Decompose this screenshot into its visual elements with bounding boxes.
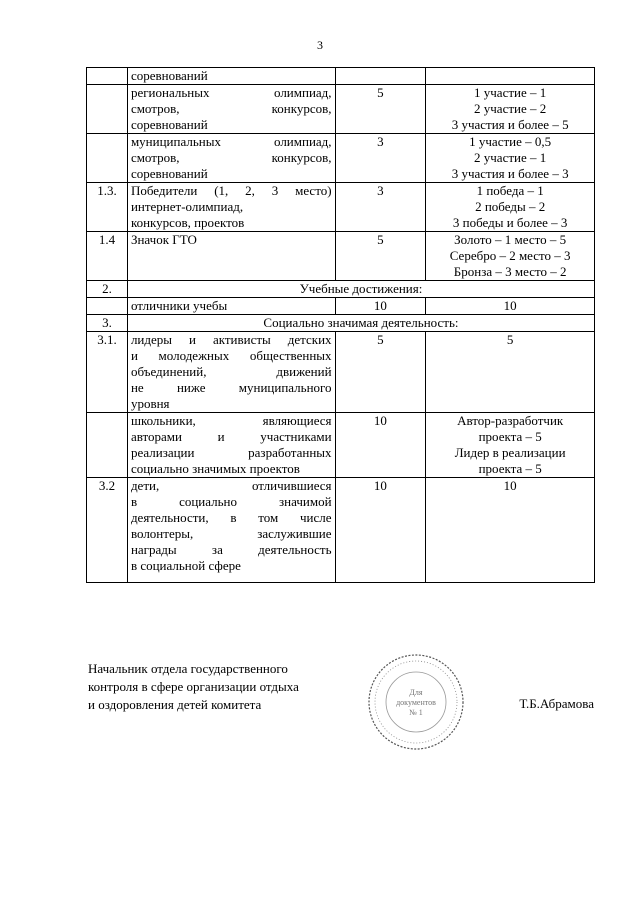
criterion-text: [127, 332, 335, 413]
points-line: 2 участие – 2: [474, 101, 547, 116]
points-line: Бронза – 3 место – 2: [453, 264, 567, 279]
row-number: [87, 413, 128, 478]
points-detail: [426, 413, 595, 478]
stamp-text: Для: [409, 688, 423, 697]
criterion-text: [127, 183, 335, 232]
max-points: 5: [335, 85, 426, 134]
criteria-table: [86, 67, 595, 583]
row-number: 3.: [87, 315, 128, 332]
criterion-line: школьники, являющиеся: [130, 413, 332, 428]
criterion-line: конкурсов, проектов: [130, 215, 245, 230]
table-row: [87, 281, 595, 298]
points-detail: [426, 183, 595, 232]
criterion-line: лидеры и активисты детских: [130, 332, 332, 347]
points-detail: 10: [426, 298, 595, 315]
stamp-text: документов: [396, 698, 436, 707]
section-header: Социально значимая деятельность:: [127, 315, 594, 332]
max-points: 5: [335, 232, 426, 281]
max-points: 3: [335, 134, 426, 183]
table-row: [87, 85, 595, 134]
table-row: [87, 134, 595, 183]
table-row: [87, 68, 595, 85]
criterion-line: смотров, конкурсов,: [130, 150, 332, 165]
points-detail: [426, 68, 595, 85]
criterion-line: региональных олимпиад,: [130, 85, 332, 100]
row-number: [87, 298, 128, 315]
position-line: Начальник отдела государственного: [88, 661, 288, 676]
points-line: Лидер в реализации: [454, 445, 566, 460]
points-line: проекта – 5: [478, 461, 542, 476]
criterion-line: награды за деятельность: [130, 542, 332, 557]
criterion-line: объединений, движений: [130, 364, 332, 379]
row-number: 1.3.: [87, 183, 128, 232]
row-number: 2.: [87, 281, 128, 298]
max-points: 10: [335, 478, 426, 583]
points-line: 3 участия и более – 5: [451, 117, 569, 132]
points-line: Автор-разработчик: [457, 413, 564, 428]
table-row: [87, 478, 595, 583]
points-line: 1 победа – 1: [476, 183, 544, 198]
official-stamp: [366, 652, 466, 752]
position-line: контроля в сфере организации отдыха: [88, 679, 299, 694]
page-number: 3: [317, 38, 323, 52]
criterion-line: уровня: [130, 396, 170, 411]
stamp-text: № 1: [409, 708, 423, 717]
criterion-line: в социальной сфере: [130, 558, 241, 573]
points-line: Серебро – 2 место – 3: [449, 248, 571, 263]
criterion-line: муниципальных олимпиад,: [130, 134, 332, 149]
criterion-line: соревнований: [130, 117, 208, 132]
position-line: и оздоровления детей комитета: [88, 697, 262, 712]
criterion-line: смотров, конкурсов,: [130, 101, 332, 116]
max-points: [335, 68, 426, 85]
criterion-line: Победители (1, 2, 3 место): [130, 183, 332, 198]
row-number: [87, 134, 128, 183]
criterion-line: социально значимых проектов: [130, 461, 300, 476]
max-points: 10: [335, 413, 426, 478]
points-detail: [426, 85, 595, 134]
points-detail: 5: [426, 332, 595, 413]
criterion-line: авторами и участниками: [130, 429, 332, 444]
row-number: 3.2: [87, 478, 128, 583]
points-line: 1 участие – 0,5: [469, 134, 552, 149]
criterion-line: интернет-олимпиад,: [130, 199, 244, 214]
row-number: 1.4: [87, 232, 128, 281]
table-row: [87, 413, 595, 478]
criterion-text: [127, 298, 335, 315]
max-points: 10: [335, 298, 426, 315]
row-number: [87, 68, 128, 85]
row-number: [87, 85, 128, 134]
points-detail: [426, 232, 595, 281]
criterion-line: Значок ГТО: [130, 232, 197, 247]
criterion-text: [127, 478, 335, 583]
criterion-line: соревнований: [130, 166, 208, 181]
max-points: 3: [335, 183, 426, 232]
points-detail: 10: [426, 478, 595, 583]
criterion-line: деятельности, в том числе: [130, 510, 332, 525]
points-line: 3 участия и более – 3: [451, 166, 569, 181]
table-row: [87, 332, 595, 413]
points-line: 2 победы – 2: [475, 199, 546, 214]
table-row: [87, 232, 595, 281]
section-header: Учебные достижения:: [127, 281, 594, 298]
criterion-text: [127, 232, 335, 281]
signer-name: Т.Б.Абрамова: [519, 696, 594, 711]
table-row: [87, 183, 595, 232]
points-line: проекта – 5: [478, 429, 542, 444]
row-number: 3.1.: [87, 332, 128, 413]
criterion-text: [127, 68, 335, 85]
criterion-line: соревнований: [130, 68, 208, 83]
points-detail: [426, 134, 595, 183]
criterion-text: [127, 134, 335, 183]
points-line: 2 участие – 1: [474, 150, 547, 165]
points-line: Золото – 1 место – 5: [454, 232, 567, 247]
table-row: [87, 315, 595, 332]
criterion-line: реализации разработанных: [130, 445, 332, 460]
criterion-line: не ниже муниципального: [130, 380, 332, 395]
criterion-line: в социально значимой: [130, 494, 332, 509]
points-line: 1 участие – 1: [474, 85, 547, 100]
table-row: [87, 298, 595, 315]
signatory-position: [88, 660, 299, 714]
criterion-line: отличники учебы: [130, 298, 228, 313]
max-points: 5: [335, 332, 426, 413]
criterion-line: и молодежных общественных: [130, 348, 332, 363]
criterion-text: [127, 413, 335, 478]
points-line: 3 победы и более – 3: [452, 215, 568, 230]
criterion-line: волонтеры, заслужившие: [130, 526, 332, 541]
criterion-line: дети, отличившиеся: [130, 478, 332, 493]
criterion-text: [127, 85, 335, 134]
